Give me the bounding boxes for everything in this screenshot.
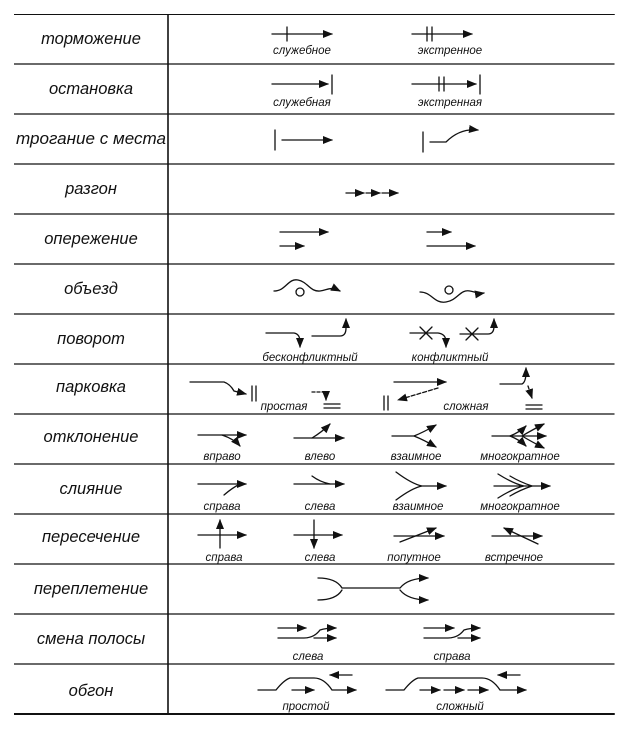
table-grid (14, 14, 614, 714)
arrow-icon (386, 678, 526, 690)
caption: служебное (273, 45, 331, 57)
arrow-icon (528, 386, 532, 398)
caption: справа (205, 552, 243, 564)
row-diverge-diagram (198, 424, 546, 448)
arrow-icon (414, 436, 436, 447)
caption: конфликтный (411, 352, 489, 364)
row-label: отклонение (43, 428, 139, 446)
row-label: остановка (49, 80, 133, 98)
caption: сложный (436, 701, 484, 713)
caption: экстренная (417, 97, 483, 109)
row-label: поворот (57, 330, 125, 348)
caption: вправо (203, 451, 241, 463)
arrow-icon (274, 280, 340, 291)
parking-mark-icon (324, 404, 340, 408)
caption: влево (304, 451, 336, 463)
maneuver-table (14, 14, 624, 734)
arrow-icon (318, 590, 428, 600)
row-label: трогание с места (16, 130, 166, 148)
row-crossing-diagram (198, 520, 542, 548)
arrow-icon (396, 472, 446, 500)
row-turn-diagram (266, 319, 494, 347)
arrow-icon (400, 528, 436, 542)
arrow-icon (224, 484, 240, 495)
arrow-icon (312, 476, 330, 484)
row-weaving-diagram (318, 578, 428, 600)
obstacle-circle-icon (445, 286, 453, 294)
row-stop-diagram (272, 75, 480, 94)
row-detour-diagram (274, 280, 484, 302)
arrow-icon (392, 425, 436, 436)
row-label: слияние (59, 480, 123, 498)
caption: встречное (484, 552, 544, 564)
parking-mark-icon (526, 405, 542, 409)
arrow-icon (500, 368, 526, 384)
arrow-icon (318, 578, 428, 588)
caption: простая (260, 401, 308, 413)
caption: взаимное (390, 451, 442, 463)
caption: служебная (273, 97, 331, 109)
arrow-icon (494, 474, 550, 498)
arrow-icon (312, 392, 326, 400)
row-parking-diagram (190, 368, 542, 410)
row-label: парковка (56, 378, 126, 396)
arrow-icon (398, 388, 438, 400)
row-label: обгон (68, 682, 114, 700)
row-leading-diagram (280, 232, 475, 246)
caption: справа (203, 501, 241, 513)
row-overtaking-diagram (258, 675, 526, 690)
caption: попутное (387, 552, 441, 564)
caption: слева (292, 651, 324, 663)
caption: многократное (480, 451, 560, 463)
row-label: торможение (41, 30, 141, 48)
arrow-icon (258, 678, 356, 690)
row-label: разгон (65, 180, 117, 198)
row-merge-diagram (198, 472, 550, 500)
caption: экстренное (417, 45, 483, 57)
caption: слева (304, 552, 336, 564)
row-label: смена полосы (36, 630, 146, 648)
row-lane-change-diagram (278, 628, 480, 638)
caption: сложная (443, 401, 489, 413)
row-labels (16, 30, 166, 700)
obstacle-circle-icon (296, 288, 304, 296)
arrow-icon (266, 333, 300, 347)
row-braking-diagram (272, 27, 472, 41)
row-label: переплетение (33, 580, 149, 598)
row-label: опережение (44, 230, 138, 248)
row-label: пересечение (41, 528, 141, 546)
caption: слева (304, 501, 336, 513)
arrow-icon (278, 628, 336, 638)
arrow-icon (424, 628, 480, 638)
row-start-diagram (275, 130, 478, 152)
caption: справа (433, 651, 471, 663)
arrow-icon (222, 435, 240, 446)
caption: простой (282, 701, 330, 713)
arrow-icon (492, 424, 544, 436)
arrow-icon (312, 319, 346, 336)
diagram-captions (203, 45, 559, 713)
caption: многократное (480, 501, 560, 513)
arrow-icon (460, 319, 494, 334)
arrow-icon (190, 382, 246, 394)
row-label: объезд (64, 280, 118, 298)
caption: бесконфликтный (262, 352, 358, 364)
caption: взаимное (392, 501, 444, 513)
arrow-icon (312, 424, 330, 438)
arrow-icon (430, 130, 478, 142)
